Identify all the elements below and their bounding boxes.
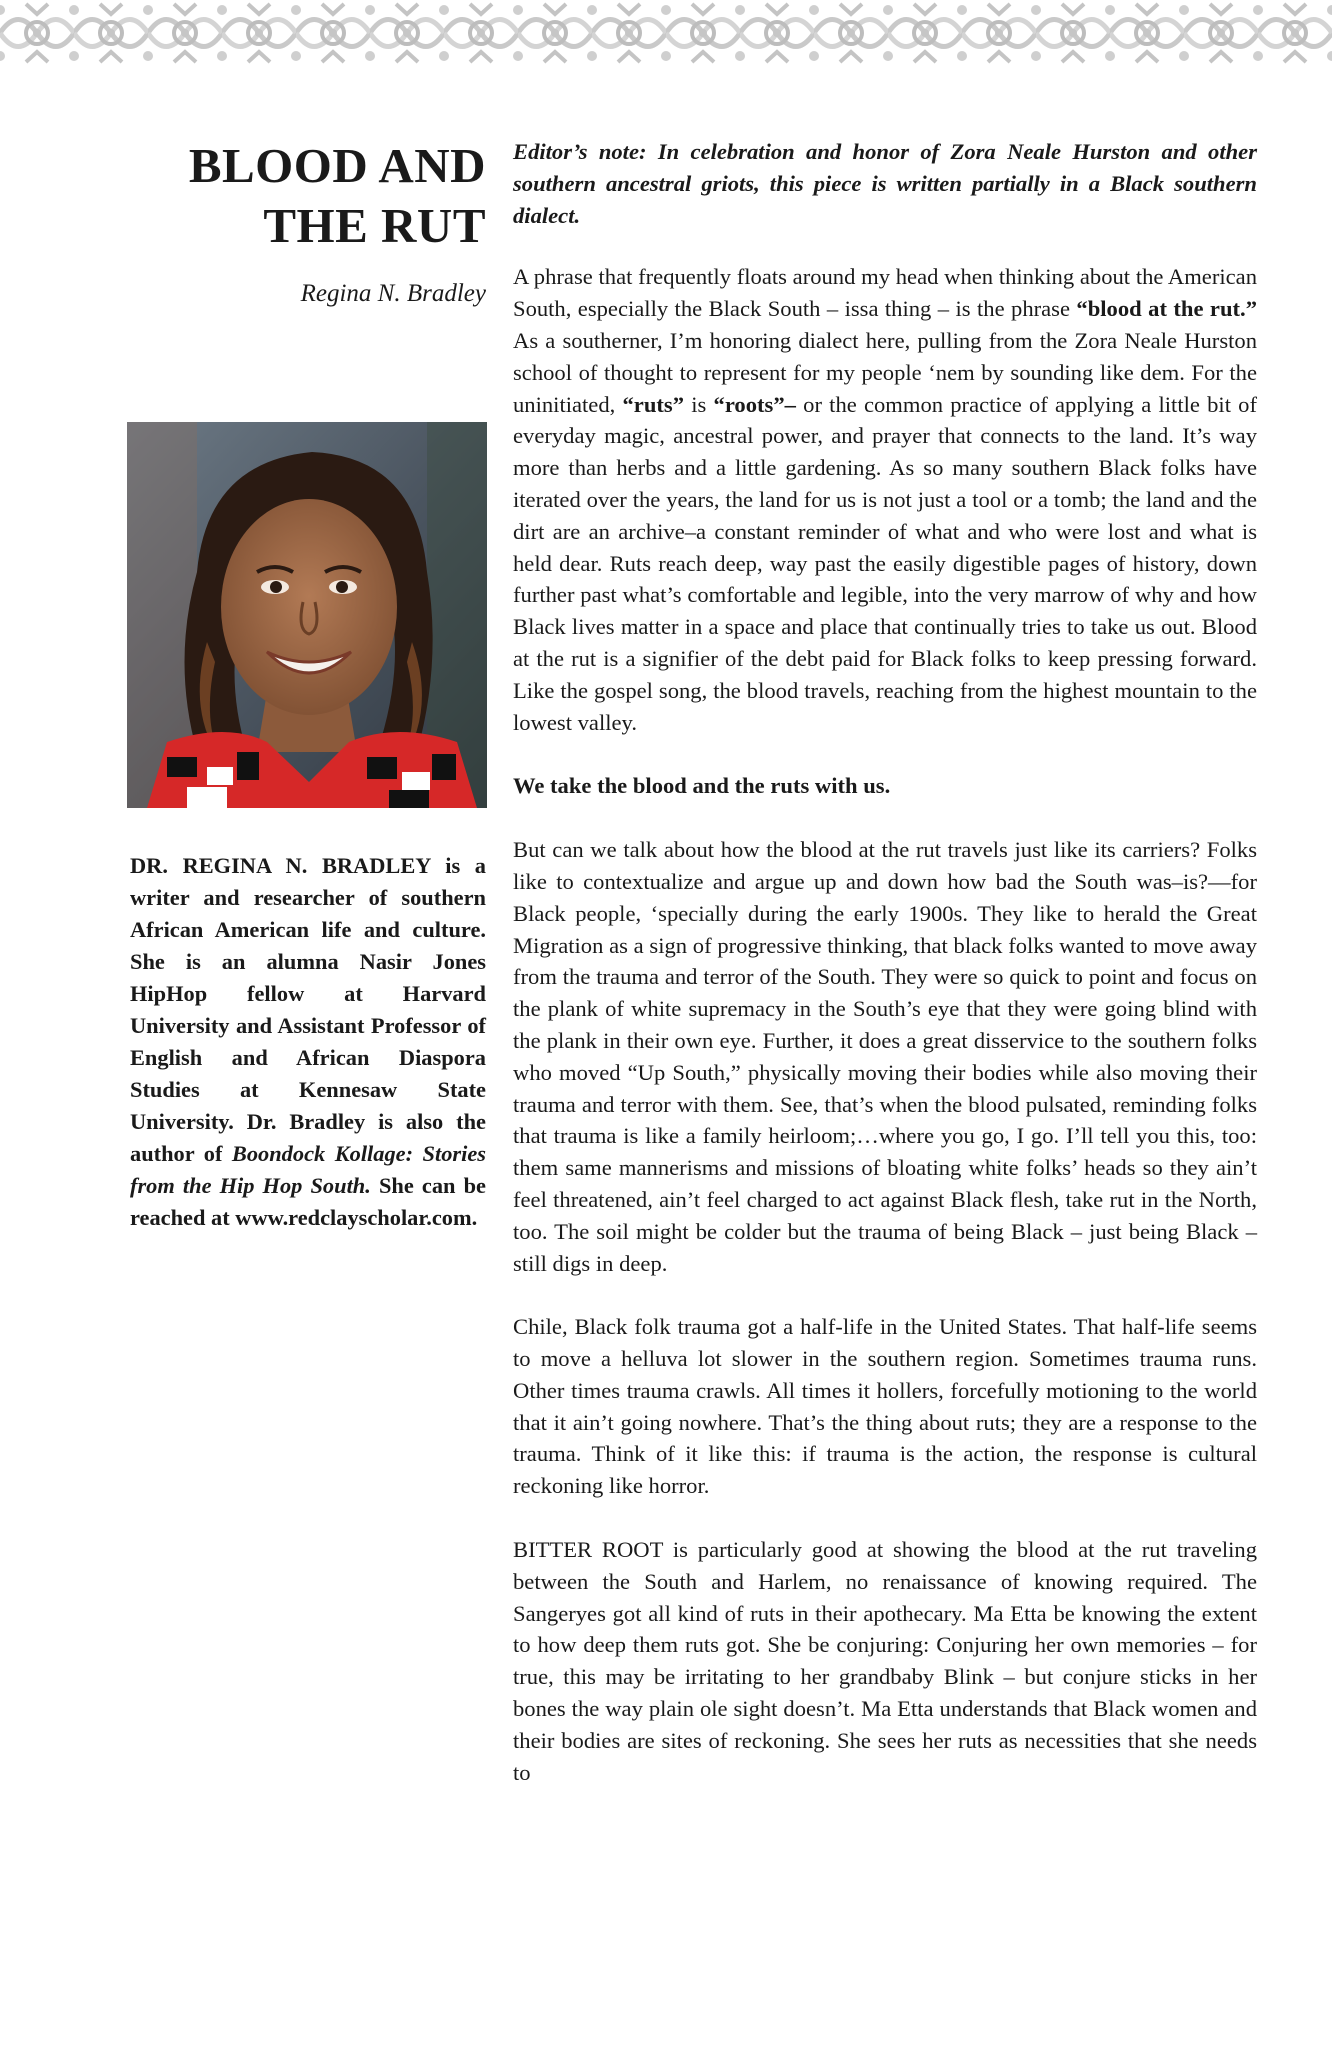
author-photo [127,422,487,808]
paragraph-1-text-d: or the common practice of applying a little bit of everyday magic, ancestral power, and prayer that connects to the land. It’s way more than herbs and a little gardening. As so many southern Black folks have iterated over the years, the land for us is not just a tool or a tomb; the land and the dirt are an archive–a constant reminder of what and who were lost and what is held dear. Ruts reach deep, way past the easily digestible pages of history, down further past what’s comfortable and legible, into the very marrow of why and how Black lives matter in a space and place that continually tries to take us out. Blood at the rut is a signifier of the debt paid for Black folks to keep pressing forward. Like the gospel song, the blood travels, reaching from the highest mountain to the lowest valley. [513,391,1258,735]
article-title-line-2: THE RUT [263,198,486,253]
author-portrait-icon [127,422,487,808]
decorative-header-banner [0,0,1332,66]
author-bio [130,850,486,1234]
article-title-line-1: BLOOD AND [188,138,486,193]
paragraph-1-text-c: is [684,391,714,417]
bold-phrase-ruts: “ruts” [622,391,685,417]
paragraph-4: BITTER ROOT is particularly good at showing the blood at the rut traveling between the South and Harlem, no renaissance of knowing required. The Sangeryes got all kind of ruts in their apothecary. Ma Etta be knowing the extent to how deep them ruts got. She be conjuring: Conjuring her own memories – for true, this may be irritating to her grandbaby Blink – but conjure sticks in her bones the way plain ole sight doesn’t. Ma Etta understands that Black women and their bodies are sites of reckoning. She sees her ruts as necessities that she needs to [513,1537,1257,1785]
ornament-pattern-icon [0,0,1332,66]
paragraph-1-text-a: A phrase that frequently floats around my head when thinking about the American South, especially the Black South – issa thing – is the phrase [513,264,1257,322]
bold-phrase-roots: “roots”– [713,391,796,417]
editors-note: Editor’s note: In celebration and honor of Zora Neale Hurston and other southern ancestral griots, this piece is written partially in a Black southern dialect. [513,139,1257,228]
book-title: Boondock Kollage: Stories from the Hip Hop South. [130,1141,486,1198]
paragraph-3: Chile, Black folk trauma got a half-life in the United States. That half-life seems to move a helluva lot slower in the southern region. Sometimes trauma runs. Other times trauma crawls. All times it hollers, forcefully motioning to the world that it ain’t going nowhere. That’s the thing about ruts; they are a response to the trauma. Think of it like this: if trauma is the action, the response is cultural reckoning like horror. [513,1314,1257,1499]
pull-line: We take the blood and the ruts with us. [513,773,891,799]
author-bio-contact: She can be reached at www.redclayscholar.com. [130,1173,486,1230]
paragraph-1-text-b: As a southerner, I’m honoring dialect here, pulling from the Zora Neale Hurston school of thought to represent for my people ‘nem by sounding like dem. For the uninitiated, [513,327,1257,417]
article-title [86,136,486,256]
article-body [513,136,1257,1820]
author-byline: Regina N. Bradley [300,280,486,307]
paragraph-2: But can we talk about how the blood at the rut travels just like its carriers? Folks like to contextualize and argue up and down how bad the South was–is?—for Black people, ‘specially during the early 1900s. They like to herald the Great Migration as a sign of progressive thinking, that black folks wanted to move away from the trauma and terror of the South. They were so quick to point and focus on the plank of white supremacy in the South’s eye that they were going blind with the plank in their own eye. Further, it does a great disservice to the southern folks who moved “Up South,” physically moving their bodies while also moving their trauma and terror with them. See, that’s when the blood pulsated, reminding folks that trauma is like a family heirloom;…where you go, I go. I’ll tell you this, too: them same mannerisms and missions of bloating white folks’ heads so they ain’t feel threatened, ain’t feel charged to act against Black flesh, take rut in the North, too. The soil might be colder but the trauma of being Black – just being Black – still digs in deep. [513,837,1257,1276]
paragraph-1 [513,261,1257,738]
author-bio-text: DR. REGINA N. BRADLEY is a writer and researcher of southern African American life and culture. She is an alumna Nasir Jones HipHop fellow at Harvard University and Assistant Professor of English and African Diaspora Studies at Kennesaw State University. Dr. Bradley is also the author of [130,853,486,1166]
bold-phrase-blood-at-the-rut: “blood at the rut.” [1076,296,1257,322]
